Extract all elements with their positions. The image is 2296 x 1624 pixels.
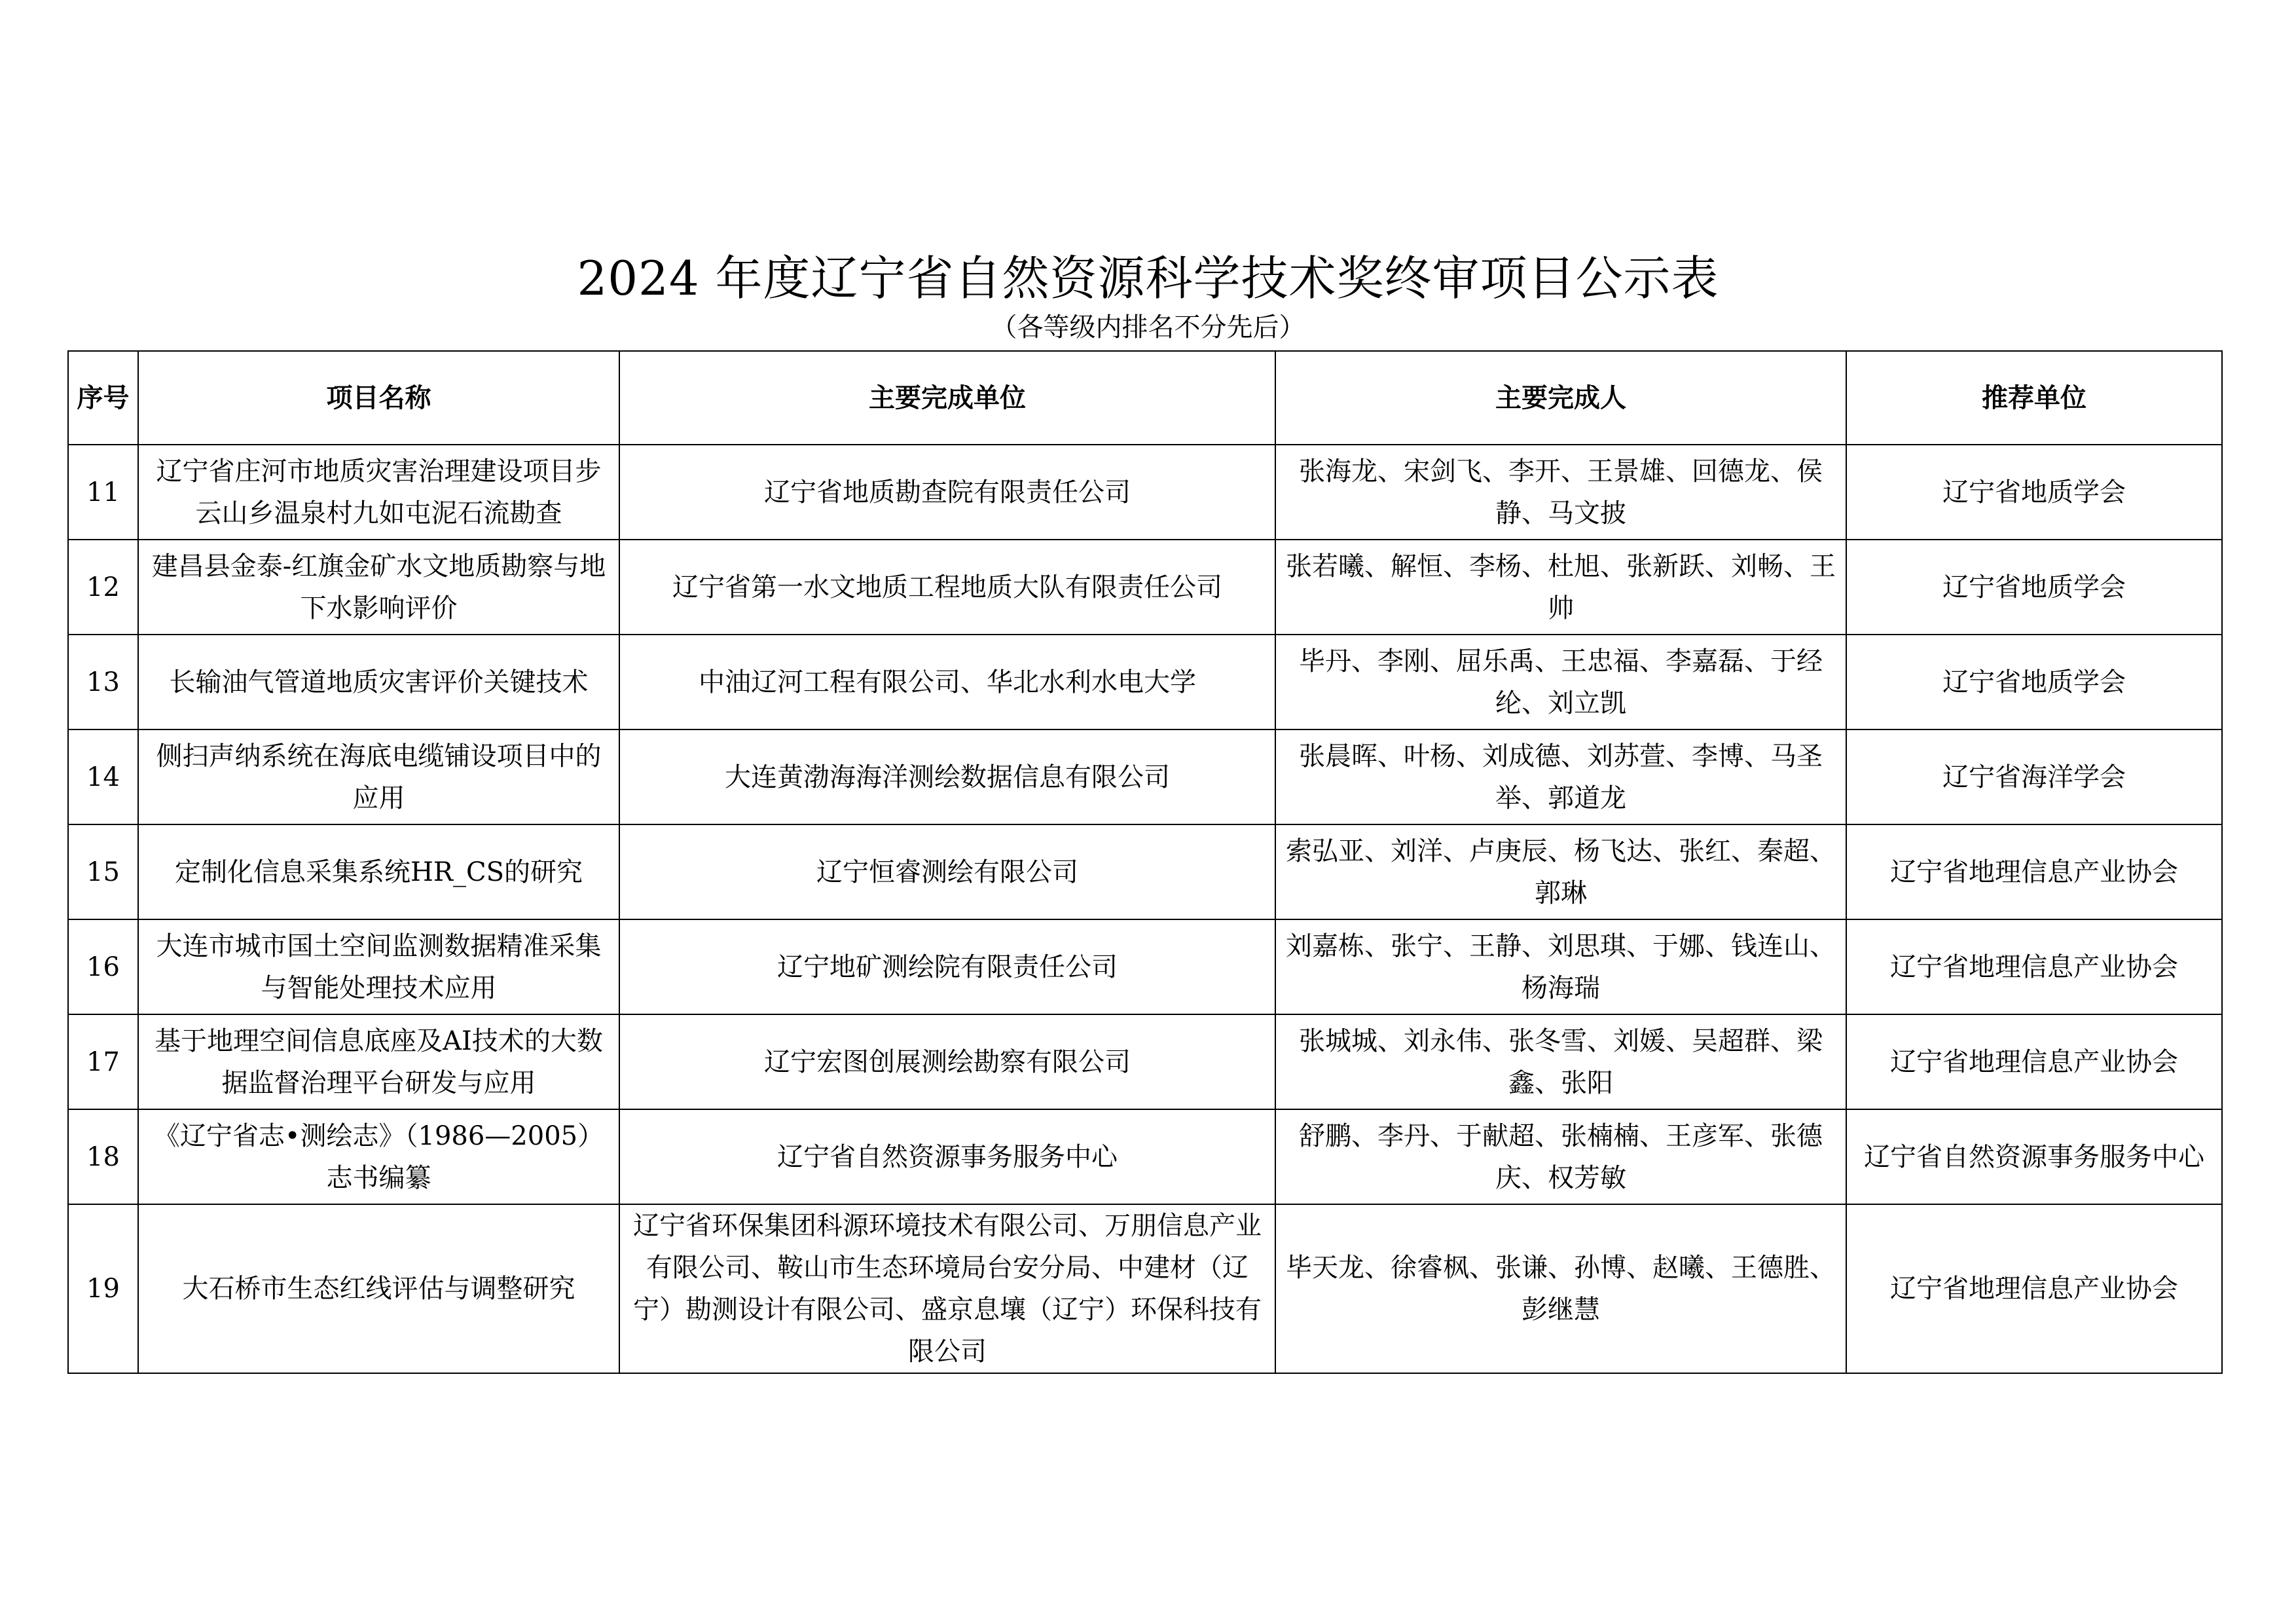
row-recommender: 辽宁省地质学会 — [1846, 540, 2222, 635]
row-project-name: 长输油气管道地质灾害评价关键技术 — [138, 635, 619, 729]
row-main-persons: 毕丹、李刚、屈乐禹、王忠福、李嘉磊、于经纶、刘立凯 — [1275, 635, 1846, 729]
row-project-name: 侧扫声纳系统在海底电缆铺设项目中的应用 — [138, 729, 619, 824]
awards-table — [67, 350, 2223, 1374]
row-project-name: 大石桥市生态红线评估与调整研究 — [138, 1204, 619, 1373]
row-project-name: 定制化信息采集系统HR_CS的研究 — [138, 824, 619, 919]
table-row — [68, 1014, 2222, 1109]
row-main-persons: 索弘亚、刘洋、卢庚辰、杨飞达、张红、秦超、郭琳 — [1275, 824, 1846, 919]
row-project-name: 基于地理空间信息底座及AI技术的大数据监督治理平台研发与应用 — [138, 1014, 619, 1109]
row-recommender: 辽宁省地理信息产业协会 — [1846, 824, 2222, 919]
row-main-units: 辽宁省第一水文地质工程地质大队有限责任公司 — [619, 540, 1275, 635]
header-main-persons: 主要完成人 — [1275, 351, 1846, 445]
row-index: 17 — [68, 1014, 138, 1109]
table-row — [68, 635, 2222, 729]
table-row — [68, 1109, 2222, 1204]
row-index: 19 — [68, 1204, 138, 1373]
row-main-units: 大连黄渤海海洋测绘数据信息有限公司 — [619, 729, 1275, 824]
row-main-persons: 舒鹏、李丹、于献超、张楠楠、王彦军、张德庆、权芳敏 — [1275, 1109, 1846, 1204]
header-project-name: 项目名称 — [138, 351, 619, 445]
row-index: 11 — [68, 445, 138, 540]
table-row — [68, 540, 2222, 635]
table-row — [68, 824, 2222, 919]
page-subtitle: （各等级内排名不分先后） — [991, 312, 1305, 342]
row-index: 13 — [68, 635, 138, 729]
header-recommender: 推荐单位 — [1846, 351, 2222, 445]
row-main-persons: 张海龙、宋剑飞、李开、王景雄、回德龙、侯静、马文披 — [1275, 445, 1846, 540]
row-project-name: 《辽宁省志•测绘志》（1986—2005）志书编纂 — [138, 1109, 619, 1204]
row-recommender: 辽宁省地理信息产业协会 — [1846, 919, 2222, 1014]
row-main-units: 中油辽河工程有限公司、华北水利水电大学 — [619, 635, 1275, 729]
row-main-units: 辽宁恒睿测绘有限公司 — [619, 824, 1275, 919]
row-recommender: 辽宁省海洋学会 — [1846, 729, 2222, 824]
row-main-units: 辽宁省环保集团科源环境技术有限公司、万朋信息产业有限公司、鞍山市生态环境局台安分局、中建材（辽宁）勘测设计有限公司、盛京息壤（辽宁）环保科技有限公司 — [619, 1204, 1275, 1373]
row-main-persons: 毕天龙、徐睿枫、张谦、孙博、赵曦、王德胜、彭继慧 — [1275, 1204, 1846, 1373]
table-header-row — [68, 351, 2222, 445]
row-index: 18 — [68, 1109, 138, 1204]
header-main-units: 主要完成单位 — [619, 351, 1275, 445]
row-index: 14 — [68, 729, 138, 824]
page-title: 2024 年度辽宁省自然资源科学技术奖终审项目公示表 — [577, 251, 1719, 306]
row-main-persons: 张若曦、解恒、李杨、杜旭、张新跃、刘畅、王帅 — [1275, 540, 1846, 635]
row-index: 12 — [68, 540, 138, 635]
row-main-units: 辽宁宏图创展测绘勘察有限公司 — [619, 1014, 1275, 1109]
row-index: 16 — [68, 919, 138, 1014]
row-main-persons: 张晨晖、叶杨、刘成德、刘苏萱、李博、马圣举、郭道龙 — [1275, 729, 1846, 824]
row-recommender: 辽宁省地质学会 — [1846, 635, 2222, 729]
row-project-name: 大连市城市国土空间监测数据精准采集与智能处理技术应用 — [138, 919, 619, 1014]
table-row — [68, 729, 2222, 824]
row-project-name: 辽宁省庄河市地质灾害治理建设项目步云山乡温泉村九如屯泥石流勘查 — [138, 445, 619, 540]
row-main-units: 辽宁地矿测绘院有限责任公司 — [619, 919, 1275, 1014]
table-row — [68, 1204, 2222, 1373]
header-index: 序号 — [68, 351, 138, 445]
table-row — [68, 919, 2222, 1014]
row-main-persons: 张城城、刘永伟、张冬雪、刘媛、吴超群、梁鑫、张阳 — [1275, 1014, 1846, 1109]
row-recommender: 辽宁省地理信息产业协会 — [1846, 1014, 2222, 1109]
row-project-name: 建昌县金泰-红旗金矿水文地质勘察与地下水影响评价 — [138, 540, 619, 635]
row-recommender: 辽宁省自然资源事务服务中心 — [1846, 1109, 2222, 1204]
table-row — [68, 445, 2222, 540]
row-main-units: 辽宁省自然资源事务服务中心 — [619, 1109, 1275, 1204]
row-recommender: 辽宁省地理信息产业协会 — [1846, 1204, 2222, 1373]
row-recommender: 辽宁省地质学会 — [1846, 445, 2222, 540]
row-main-persons: 刘嘉栋、张宁、王静、刘思琪、于娜、钱连山、杨海瑞 — [1275, 919, 1846, 1014]
row-index: 15 — [68, 824, 138, 919]
row-main-units: 辽宁省地质勘查院有限责任公司 — [619, 445, 1275, 540]
